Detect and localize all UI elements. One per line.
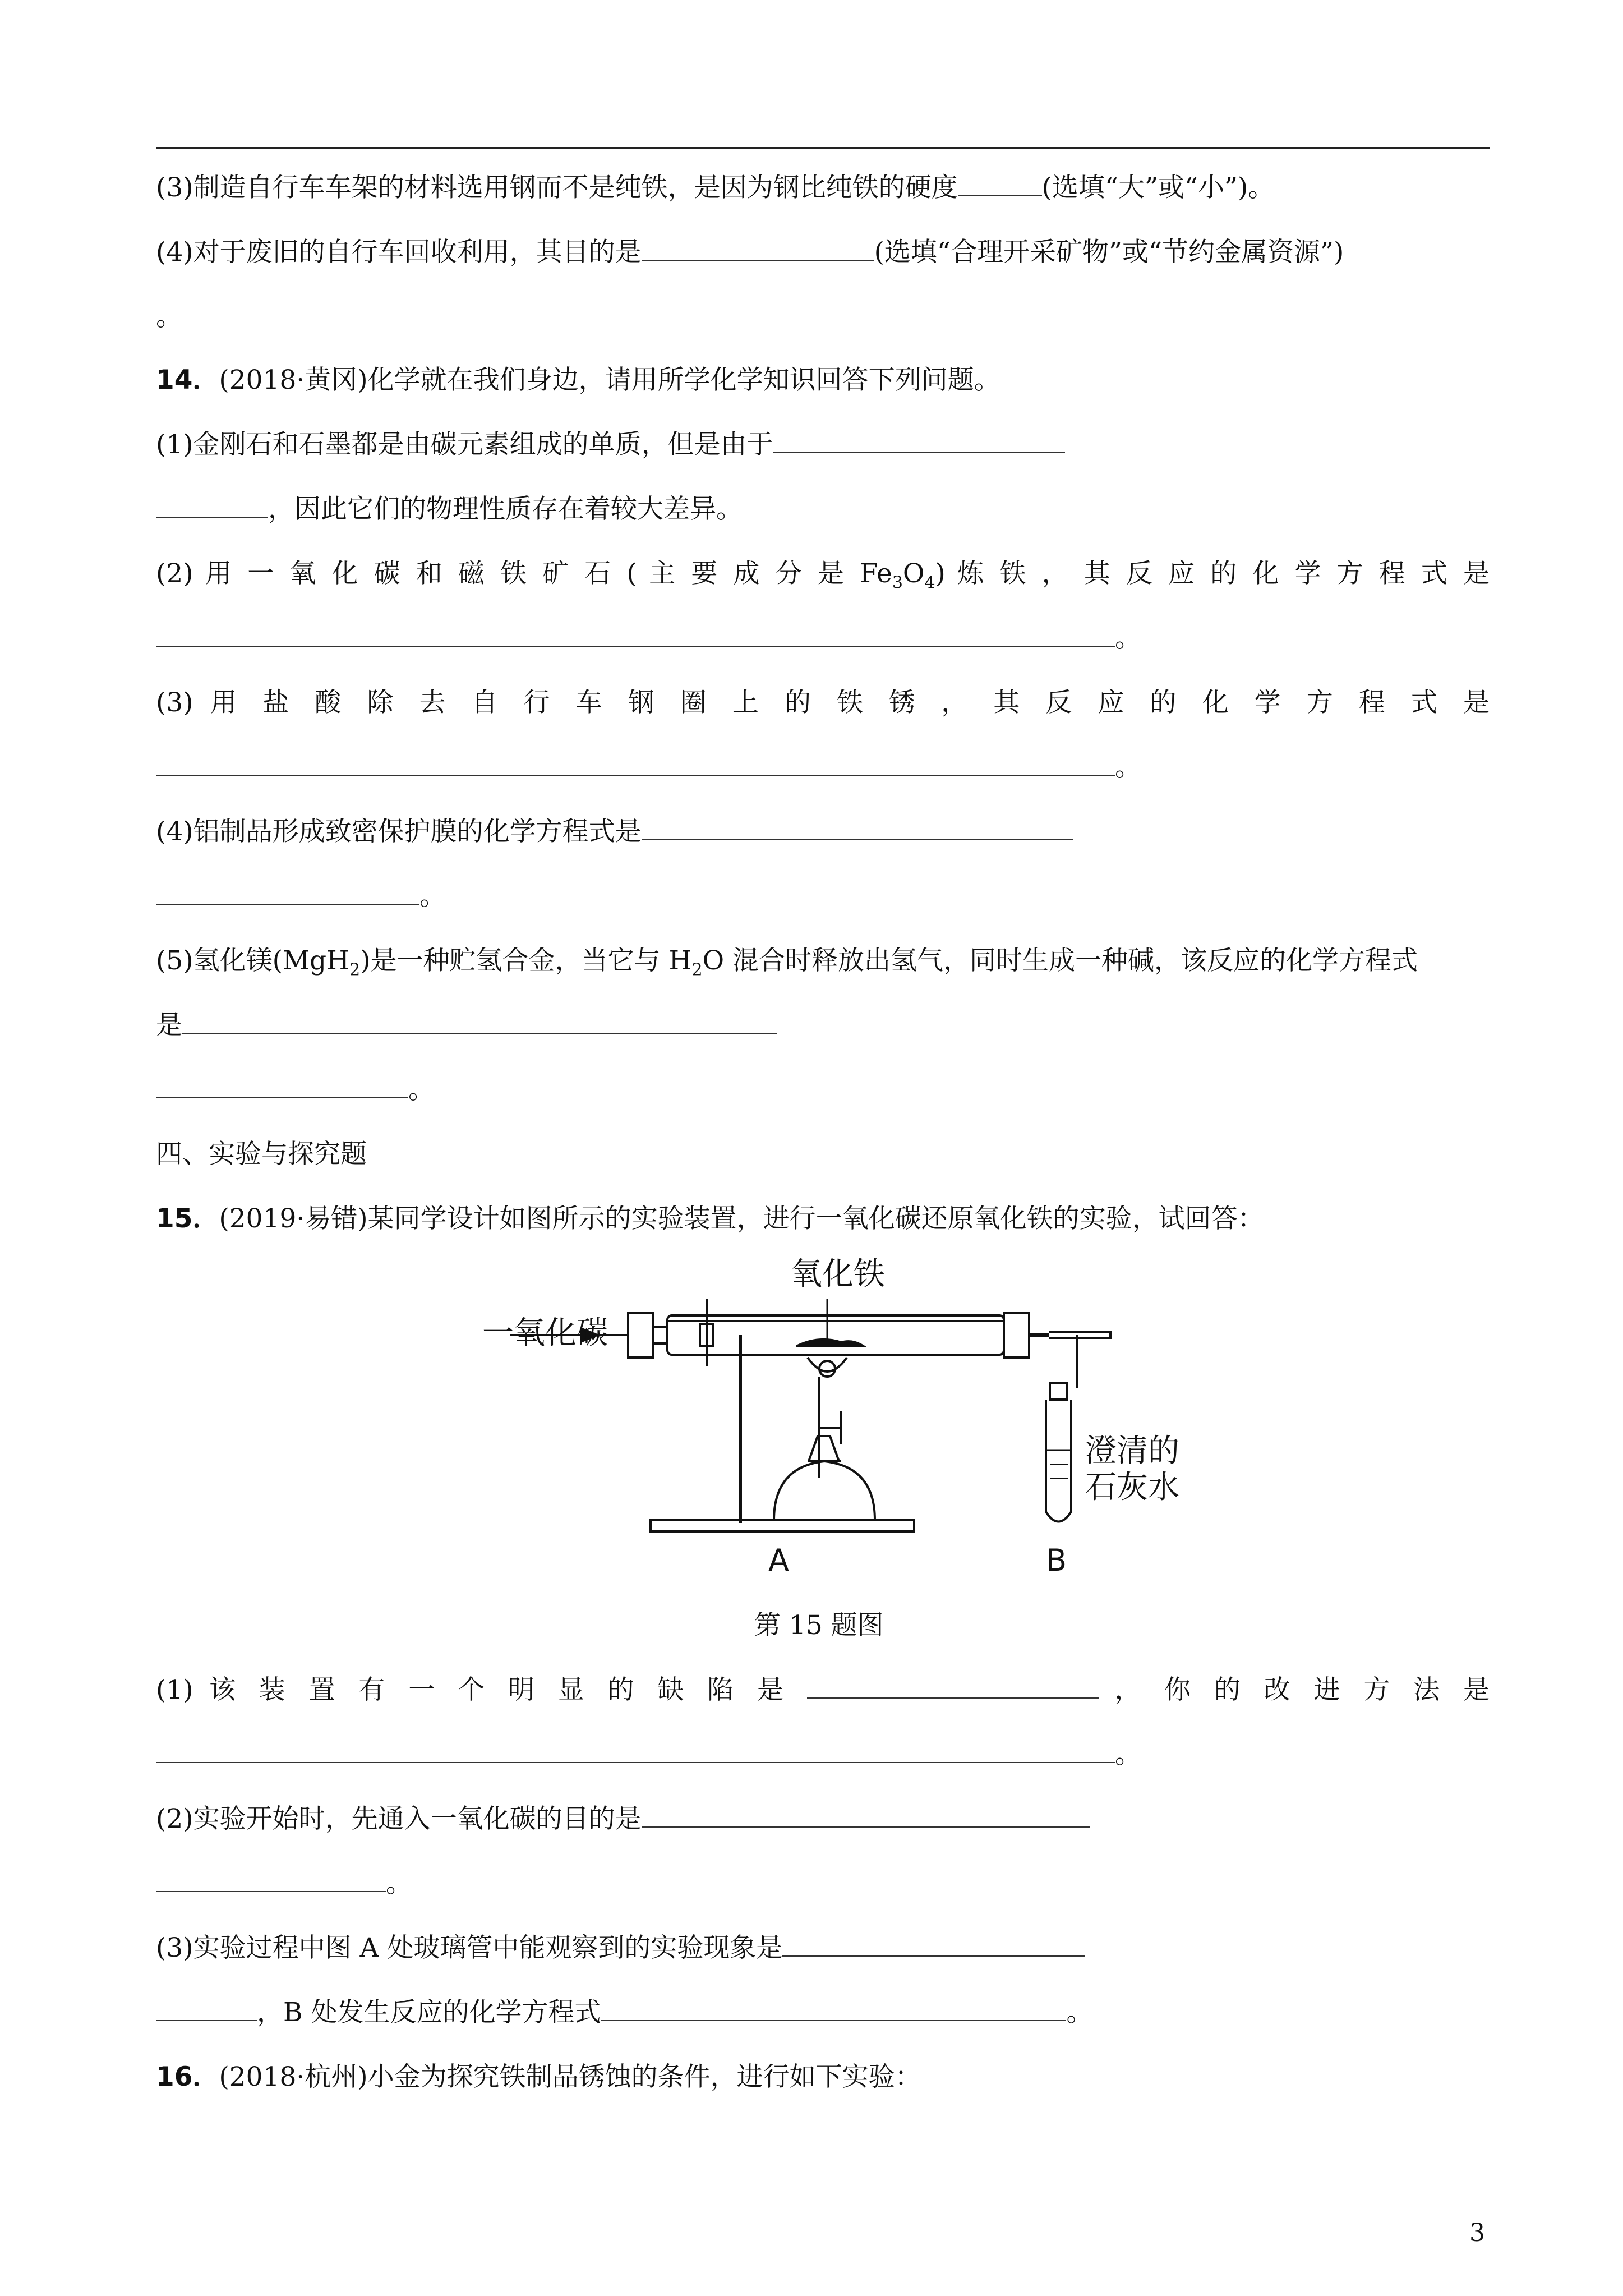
q13-part4: (4)对于废旧的自行车回收利用，其目的是 (选填“合理开采矿物”或“节约金属资源”) xyxy=(156,237,1344,268)
answer-blank[interactable] xyxy=(958,172,1042,196)
q15-part2: (2)实验开始时，先通入一氧化碳的目的是 xyxy=(156,1802,1090,1836)
answer-blank[interactable] xyxy=(782,1932,1085,1957)
figure-caption: 第 15 题图 xyxy=(754,1610,884,1641)
q14-stem: 14．(2018·黄冈)化学就在我们身边，请用所学化学知识回答下列问题。 xyxy=(156,365,1000,395)
q15-part2-answer: 。 xyxy=(156,1867,412,1901)
label-iron-oxide: 氧化铁 xyxy=(791,1256,885,1292)
stand-base xyxy=(651,1520,914,1531)
label-a: A xyxy=(768,1543,789,1578)
q14-part5-cont: 是 xyxy=(156,1009,777,1042)
answer-blank[interactable] xyxy=(156,1867,386,1892)
q15-part1-answer: 。 xyxy=(156,1738,1141,1772)
alcohol-lamp xyxy=(774,1461,875,1520)
label-limewater-line2: 石灰水 xyxy=(1085,1469,1179,1506)
q14-part2-answer: 。 xyxy=(156,622,1141,655)
answer-blank[interactable] xyxy=(156,1738,1115,1763)
answer-blank[interactable] xyxy=(156,1996,257,2021)
answer-blank[interactable] xyxy=(182,1009,777,1034)
q14-part3-answer: 。 xyxy=(156,751,1141,784)
q15-stem: 15．(2019·易错)某同学设计如图所示的实验装置，进行一氧化碳还原氧化铁的实验，试回答： xyxy=(156,1203,1264,1234)
iron-oxide-powder xyxy=(796,1340,864,1346)
answer-blank[interactable] xyxy=(807,1674,1099,1699)
label-b: B xyxy=(1046,1543,1067,1578)
answer-blank[interactable] xyxy=(773,429,1065,453)
q15-part3: (3)实验过程中图 A 处玻璃管中能观察到的实验现象是 xyxy=(156,1931,1085,1965)
q14-part1: (1)金刚石和石墨都是由碳元素组成的单质，但是由于 xyxy=(156,428,1065,462)
q14-part2: (2) 用 一 氧 化 碳 和 磁 铁 矿 石 ( 主 要 成 分 是 $Fe_3O_4$) 炼 铁 ， 其 反 应 的 化 学 方 程 式 是 xyxy=(156,558,1490,593)
q14-part1-cont: ，因此它们的物理性质存在着较大差异。 xyxy=(156,493,743,526)
label-carbon-monoxide: 一氧化碳 xyxy=(482,1315,608,1351)
q13-part4-tail: 。 xyxy=(156,301,182,332)
label-limewater-line1: 澄清的 xyxy=(1085,1433,1179,1469)
q14-part4-answer: 。 xyxy=(156,880,446,913)
answer-blank[interactable] xyxy=(642,236,874,261)
answer-blank[interactable] xyxy=(601,1996,1066,2021)
q13-part3: (3)制造自行车车架的材料选用钢而不是纯铁，是因为钢比纯铁的硬度 (选填“大”或“小”)。 xyxy=(156,172,1275,203)
answer-blank[interactable] xyxy=(156,751,1115,776)
q14-part3: (3) 用 盐 酸 除 去 自 行 车 钢 圈 上 的 铁 锈 ， 其 反 应 的 化 学 方 程 式 是 xyxy=(156,687,1490,718)
q16-stem: 16．(2018·杭州)小金为探究铁制品锈蚀的条件，进行如下实验： xyxy=(156,2062,921,2092)
answer-blank[interactable] xyxy=(156,493,268,518)
left-stopper xyxy=(628,1313,653,1358)
section-heading: 四、实验与探究题 xyxy=(156,1139,367,1170)
q14-part5: (5)氢化镁(MgH$_2$)是一种贮氢合金，当它与 $H_2O$ 混合时释放出氢气，同时生成一种碱，该反应的化学方程式 xyxy=(156,945,1418,980)
page-number: 3 xyxy=(1469,2219,1485,2247)
q15-part3-answer: ，B 处发生反应的化学方程式 。 xyxy=(156,1996,1092,2030)
q14-part4: (4)铝制品形成致密保护膜的化学方程式是 xyxy=(156,815,1073,849)
q14-part5-answer: 。 xyxy=(156,1073,435,1107)
answer-blank[interactable] xyxy=(156,880,419,905)
q15-part1: (1) 该 装 置 有 一 个 明 显 的 缺 陷 是 ， 你 的 改 进 方 法 是 xyxy=(156,1674,1490,1705)
header-rule xyxy=(156,147,1490,149)
answer-blank[interactable] xyxy=(642,1803,1090,1828)
right-stopper xyxy=(1004,1313,1029,1358)
answer-blank[interactable] xyxy=(156,622,1115,647)
apparatus-figure xyxy=(482,1243,1179,1579)
answer-blank[interactable] xyxy=(156,1074,408,1098)
answer-blank[interactable] xyxy=(642,816,1073,840)
